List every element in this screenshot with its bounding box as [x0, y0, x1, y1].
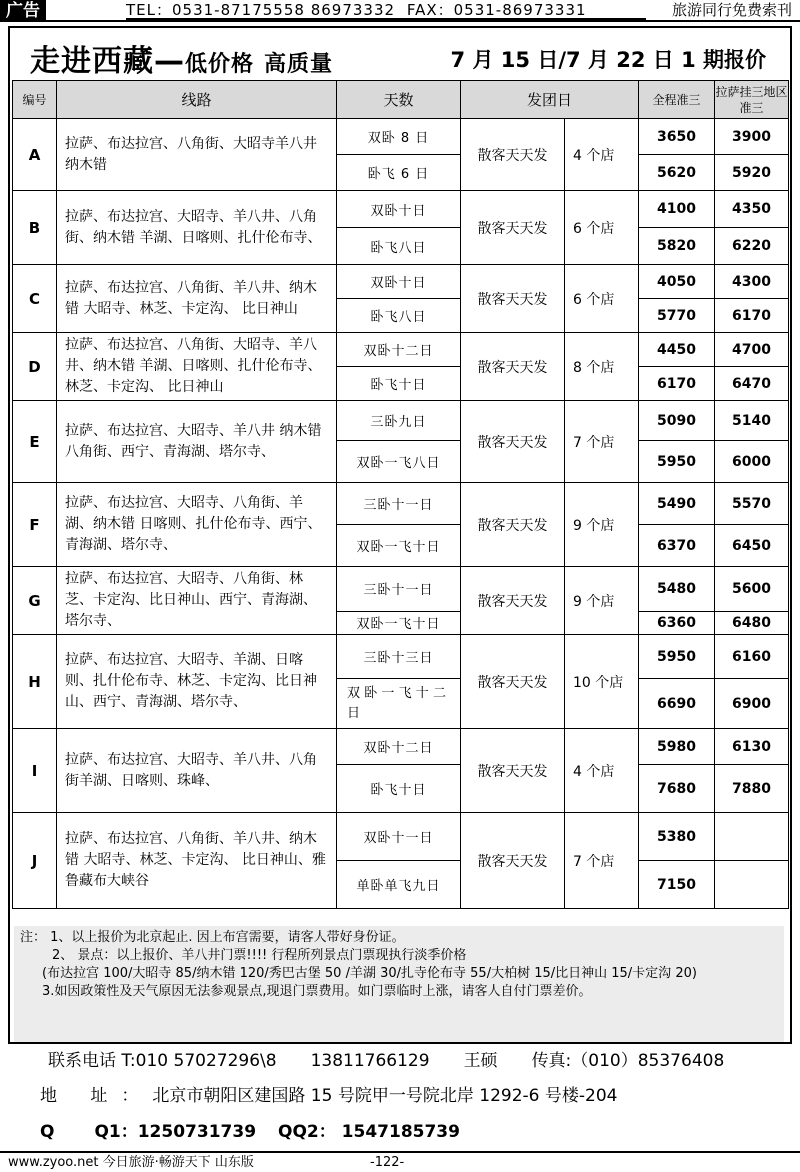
- row-shops: 9 个店: [565, 567, 639, 635]
- row-price-lhasa: 6220: [715, 228, 789, 265]
- row-days: 三卧十三日: [337, 635, 461, 679]
- row-departure: 散客天天发: [461, 265, 565, 333]
- row-code: E: [13, 401, 57, 483]
- page-number: -122-: [370, 1155, 405, 1170]
- row-shops: 9 个店: [565, 483, 639, 567]
- contact-fax: 传真:（010）85376408: [531, 1051, 725, 1071]
- row-price-full: 5490: [639, 483, 715, 525]
- row-price-full: 4100: [639, 191, 715, 228]
- row-departure: 散客天天发: [461, 813, 565, 909]
- row-price-full: 5090: [639, 401, 715, 441]
- row-days: 卧飞八日: [337, 228, 461, 265]
- ad-label: 广告: [0, 0, 46, 22]
- contact-qq1: Q1：1250731739: [94, 1122, 257, 1142]
- row-route: 拉萨、布达拉宫、八角街、大昭寺、羊八井、纳木错 羊湖、日喀则、扎什伦布寺、林芝、卡定沟、 比日神山: [57, 333, 337, 401]
- row-price-lhasa: 5140: [715, 401, 789, 441]
- row-price-lhasa: [715, 813, 789, 861]
- table-header-row: [13, 81, 789, 119]
- row-price-full: 5950: [639, 441, 715, 483]
- row-days: 三卧九日: [337, 401, 461, 441]
- row-days: 双卧十二日: [337, 333, 461, 367]
- row-price-lhasa: [715, 861, 789, 909]
- row-price-lhasa: 6470: [715, 367, 789, 401]
- row-price-full: 5980: [639, 729, 715, 765]
- contact-phone: 联系电话 T:010 57027296\8: [48, 1051, 277, 1071]
- note-line-1: 注： 1、以上报价为北京起止. 因上布宫需要，请客人带好身份证。: [20, 930, 405, 945]
- row-code: F: [13, 483, 57, 567]
- row-price-lhasa: 6130: [715, 729, 789, 765]
- row-price-full: 5480: [639, 567, 715, 612]
- row-code: A: [13, 119, 57, 191]
- top-bar: [0, 0, 800, 22]
- header-contact: [126, 0, 646, 20]
- row-days: 双卧一飞十日: [337, 525, 461, 567]
- note-line-4: 3.如因政策性及天气原因无法参观景点,现退门票费用。如门票临时上涨，请客人自付门票差价。: [42, 984, 592, 999]
- row-code: B: [13, 191, 57, 265]
- row-route: 拉萨、布达拉宫、八角街、羊八井、纳木错 大昭寺、林芝、卡定沟、 比日神山: [57, 265, 337, 333]
- title-period: 7 月 15 日/7 月 22 日 1 期报价: [450, 48, 766, 72]
- row-code: H: [13, 635, 57, 729]
- page-footer: [0, 1151, 800, 1172]
- title-sub1: 低价格: [185, 52, 255, 77]
- row-price-lhasa: 4700: [715, 333, 789, 367]
- row-shops: 6 个店: [565, 265, 639, 333]
- row-price-lhasa: 7880: [715, 765, 789, 813]
- row-route: 拉萨、布达拉宫、大昭寺、八角街、羊湖、纳木错 日喀则、扎什伦布寺、西宁、青海湖、塔尔寺、: [57, 483, 337, 567]
- row-price-full: 5950: [639, 635, 715, 679]
- header-tagline: 旅游同行免费索刊: [671, 1, 792, 19]
- row-price-full: 6370: [639, 525, 715, 567]
- header-price-full: 全程准三: [639, 81, 715, 119]
- table-row: [13, 635, 789, 679]
- row-price-lhasa: 6900: [715, 679, 789, 729]
- notes-panel: [14, 926, 784, 1042]
- contact-qq-line: [40, 1117, 482, 1142]
- row-price-lhasa: 3900: [715, 119, 789, 155]
- row-days: 卧飞十日: [337, 367, 461, 401]
- row-departure: 散客天天发: [461, 729, 565, 813]
- row-departure: 散客天天发: [461, 191, 565, 265]
- row-departure: 散客天天发: [461, 567, 565, 635]
- row-departure: 散客天天发: [461, 635, 565, 729]
- table-row: [13, 333, 789, 367]
- row-days: 卧飞八日: [337, 299, 461, 333]
- row-shops: 4 个店: [565, 119, 639, 191]
- row-departure: 散客天天发: [461, 333, 565, 401]
- qq-label: Q: [40, 1122, 55, 1142]
- contact-person: 王硕: [463, 1051, 498, 1071]
- table-row: [13, 483, 789, 525]
- row-price-lhasa: 5600: [715, 567, 789, 612]
- row-route: 拉萨、布达拉宫、大昭寺、羊八井、八角街、纳木错 羊湖、日喀则、扎什伦布寺、: [57, 191, 337, 265]
- row-price-lhasa: 4300: [715, 265, 789, 299]
- title-sub2: 高质量: [264, 52, 334, 77]
- row-price-full: 6690: [639, 679, 715, 729]
- row-route: 拉萨、布达拉宫、大昭寺、羊湖、日喀则、扎什伦布寺、林芝、卡定沟、比日神山、西宁、青海湖、塔尔寺、: [57, 635, 337, 729]
- row-route: 拉萨、布达拉宫、大昭寺、羊八井、八角街羊湖、日喀则、珠峰、: [57, 729, 337, 813]
- row-days: 双卧 8 日: [337, 119, 461, 155]
- header-price-lhasa: 拉萨挂三地区准三: [715, 81, 789, 119]
- row-days: 单卧单飞九日: [337, 861, 461, 909]
- row-code: D: [13, 333, 57, 401]
- header-route: 线路: [57, 81, 337, 119]
- title-main: 走进西藏: [30, 44, 154, 79]
- row-price-lhasa: 5570: [715, 483, 789, 525]
- row-departure: 散客天天发: [461, 119, 565, 191]
- row-shops: 10 个店: [565, 635, 639, 729]
- row-price-full: 7150: [639, 861, 715, 909]
- header-tel: TEL：0531-87175558 86973332: [126, 1, 396, 19]
- contact-phone-line: [48, 1046, 758, 1071]
- row-price-lhasa: 4350: [715, 191, 789, 228]
- row-shops: 6 个店: [565, 191, 639, 265]
- row-days: 卧飞 6 日: [337, 155, 461, 191]
- table-row: [13, 265, 789, 299]
- price-table: [12, 80, 789, 909]
- row-price-full: 5380: [639, 813, 715, 861]
- contact-qq2: QQ2： 1547185739: [278, 1122, 460, 1142]
- row-price-full: 3650: [639, 119, 715, 155]
- row-price-full: 7680: [639, 765, 715, 813]
- row-days: 双卧一飞十日: [337, 611, 461, 634]
- table-row: [13, 119, 789, 155]
- row-price-full: 6170: [639, 367, 715, 401]
- row-price-lhasa: 6480: [715, 611, 789, 634]
- row-shops: 7 个店: [565, 813, 639, 909]
- note-line-3: (布达拉宫 100/大昭寺 85/纳木错 120/秀巴古堡 50 /羊湖 30/扎寺伦布寺 55/大柏树 15/比日神山 15/卡定沟 20): [42, 966, 697, 981]
- row-days: 双卧十日: [337, 191, 461, 228]
- row-route: 拉萨、布达拉宫、大昭寺、羊八井 纳木错 八角街、西宁、青海湖、塔尔寺、: [57, 401, 337, 483]
- table-row: [13, 401, 789, 441]
- row-code: I: [13, 729, 57, 813]
- row-route: 拉萨、布达拉宫、大昭寺、八角街、林芝、卡定沟、比日神山、西宁、青海湖、塔尔寺、: [57, 567, 337, 635]
- row-days: 三卧十一日: [337, 483, 461, 525]
- header-fax: FAX：0531-86973331: [406, 1, 587, 19]
- row-price-full: 4050: [639, 265, 715, 299]
- page-title: [30, 36, 333, 80]
- row-code: J: [13, 813, 57, 909]
- row-route: 拉萨、布达拉宫、八角街、大昭寺羊八井 纳木错: [57, 119, 337, 191]
- row-route: 拉萨、布达拉宫、八角街、羊八井、纳木错 大昭寺、林芝、卡定沟、 比日神山、雅鲁藏布大峡谷: [57, 813, 337, 909]
- header-code: 编号: [13, 81, 57, 119]
- table-row: [13, 567, 789, 612]
- row-code: G: [13, 567, 57, 635]
- row-shops: 8 个店: [565, 333, 639, 401]
- row-price-lhasa: 6160: [715, 635, 789, 679]
- title-dash: —: [154, 44, 185, 79]
- row-price-full: 4450: [639, 333, 715, 367]
- footer-site: www.zyoo.net 今日旅游·畅游天下 山东版: [8, 1155, 254, 1170]
- row-price-full: 6360: [639, 611, 715, 634]
- row-code: C: [13, 265, 57, 333]
- row-price-full: 5770: [639, 299, 715, 333]
- row-shops: 7 个店: [565, 401, 639, 483]
- row-price-lhasa: 6450: [715, 525, 789, 567]
- row-shops: 4 个店: [565, 729, 639, 813]
- row-days: 双卧十二日: [337, 729, 461, 765]
- row-price-lhasa: 5920: [715, 155, 789, 191]
- table-row: [13, 191, 789, 228]
- address-label: 地 址：: [40, 1086, 153, 1106]
- note-line-2: 2、 景点：以上报价、羊八井门票!!!! 行程所列景点门票现执行淡季价格: [52, 948, 467, 963]
- row-price-lhasa: 6000: [715, 441, 789, 483]
- header-departure: 发团日: [461, 81, 639, 119]
- row-departure: 散客天天发: [461, 401, 565, 483]
- row-days: 双卧十一日: [337, 813, 461, 861]
- row-departure: 散客天天发: [461, 483, 565, 567]
- row-days: 卧飞十日: [337, 765, 461, 813]
- contact-mobile: 13811766129: [310, 1051, 430, 1071]
- row-days: 双卧十日: [337, 265, 461, 299]
- row-days: 双卧一飞八日: [337, 441, 461, 483]
- contact-address-line: [40, 1081, 617, 1106]
- header-days: 天数: [337, 81, 461, 119]
- row-price-lhasa: 6170: [715, 299, 789, 333]
- row-days: 双卧一飞十二日: [337, 679, 461, 729]
- contact-address: 北京市朝阳区建国路 15 号院甲一号院北岸 1292-6 号楼-204: [152, 1086, 618, 1106]
- row-price-full: 5820: [639, 228, 715, 265]
- table-row: [13, 813, 789, 861]
- row-price-full: 5620: [639, 155, 715, 191]
- row-days: 三卧十一日: [337, 567, 461, 612]
- table-row: [13, 729, 789, 765]
